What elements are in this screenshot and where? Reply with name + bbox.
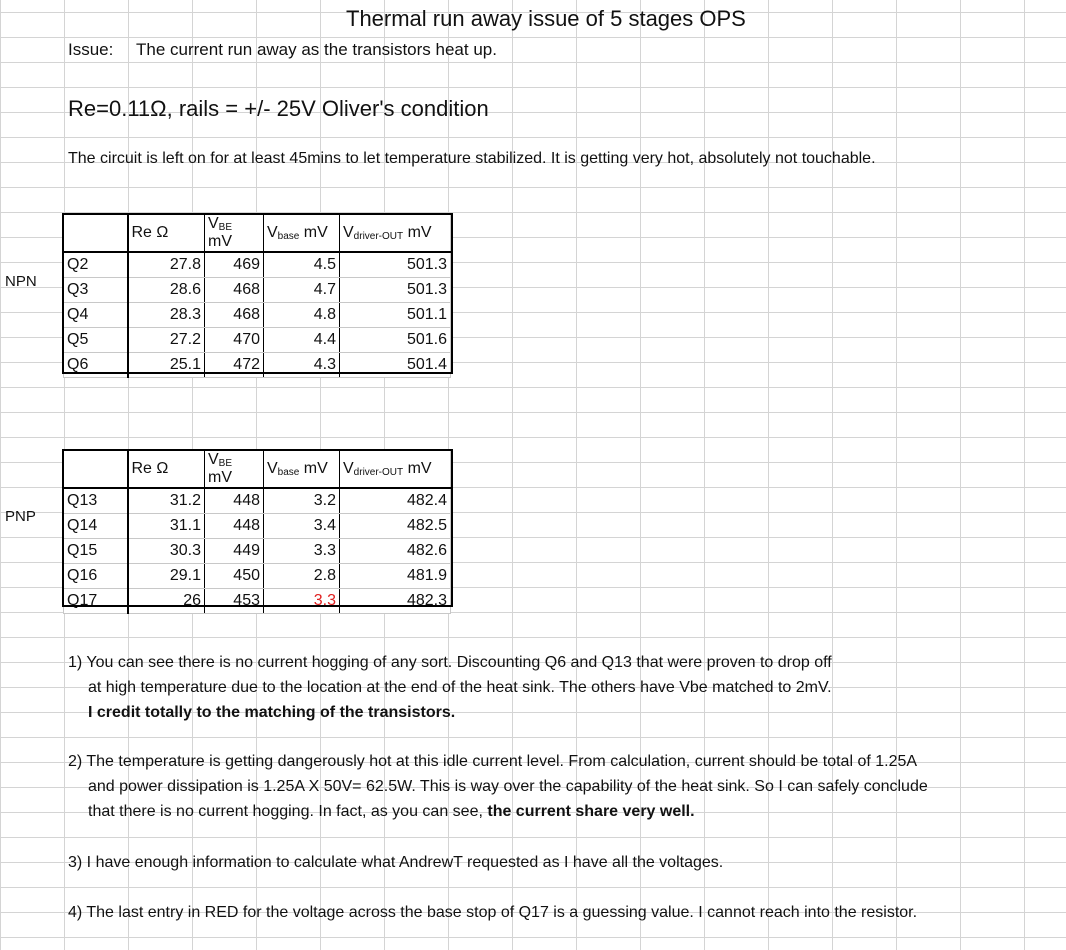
vdriver-value[interactable]: 481.9 (340, 563, 451, 588)
vbase-value[interactable]: 4.5 (264, 252, 340, 277)
vbe-value[interactable]: 453 (205, 588, 264, 613)
transistor-name[interactable]: Q13 (64, 488, 128, 513)
header-cell-name[interactable] (64, 451, 128, 489)
note-1[interactable] (68, 650, 832, 725)
pnp-label[interactable]: PNP (5, 508, 36, 525)
npn-label[interactable]: NPN (5, 273, 37, 290)
note-3[interactable] (68, 850, 723, 875)
vbase-value[interactable]: 3.2 (264, 488, 340, 513)
note-1-line-1: 1) You can see there is no current hogging of any sort. Discounting Q6 and Q13 that were proven to drop off (68, 654, 832, 671)
transistor-name[interactable]: Q16 (64, 563, 128, 588)
re-value[interactable]: 27.2 (128, 327, 205, 352)
note-2-line-1: 2) The temperature is getting dangerously hot at this idle current level. From calculation, current should be total of 1.25A (68, 753, 918, 770)
table-row (64, 277, 451, 302)
note-2-line-3: that there is no current hogging. In fact, as you can see, the current share very well. (88, 803, 695, 820)
vdriver-value[interactable]: 482.6 (340, 538, 451, 563)
re-value[interactable]: 31.2 (128, 488, 205, 513)
circuit-note[interactable]: The circuit is left on for at least 45mins to let temperature stabilized. It is getting very hot, absolutely not touchable. (68, 150, 876, 167)
table-row (64, 327, 451, 352)
re-value[interactable]: 31.1 (128, 513, 205, 538)
re-value[interactable]: 25.1 (128, 352, 205, 377)
table-row (64, 488, 451, 513)
note-4-line-1: 4) The last entry in RED for the voltage across the base stop of Q17 is a guessing value. I cannot reach into the resistor. (68, 904, 918, 921)
sheet-title[interactable]: Thermal run away issue of 5 stages OPS (346, 6, 746, 31)
header-vbase[interactable]: $V_{base}$ mV (264, 215, 340, 253)
header-vbase[interactable]: $V_{base}$ mV (264, 451, 340, 489)
vdriver-value[interactable]: 501.1 (340, 302, 451, 327)
note-4[interactable] (68, 900, 917, 925)
vbe-value[interactable]: 469 (205, 252, 264, 277)
issue-label[interactable]: Issue: (68, 40, 114, 59)
vbe-value[interactable]: 470 (205, 327, 264, 352)
vbase-value[interactable]: 4.3 (264, 352, 340, 377)
table-row (64, 352, 451, 377)
note-1-line-3: I credit totally to the matching of the transistors. (88, 704, 456, 721)
table-row (64, 563, 451, 588)
header-vbe[interactable]: $V_{BE}$ mV (205, 451, 264, 489)
transistor-name[interactable]: Q2 (64, 252, 128, 277)
re-value[interactable]: 28.3 (128, 302, 205, 327)
note-3-line-1: 3) I have enough information to calculate what AndrewT requested as I have all the voltages. (68, 854, 724, 871)
vbe-value[interactable]: 448 (205, 488, 264, 513)
table-row (64, 252, 451, 277)
transistor-name[interactable]: Q17 (64, 588, 128, 613)
vbe-value[interactable]: 468 (205, 302, 264, 327)
note-2-line-2: and power dissipation is 1.25A X 50V= 62.5W. This is way over the capability of the heat sink. So I can safely conclude (88, 778, 928, 795)
table-row (64, 588, 451, 613)
vbe-value[interactable]: 448 (205, 513, 264, 538)
table-header-row (64, 451, 451, 489)
vbase-guess-value[interactable]: 3.3 (264, 588, 340, 613)
note-1-line-2: at high temperature due to the location at the end of the heat sink. The others have Vbe matched to 2mV. (88, 679, 832, 696)
vbase-value[interactable]: 4.4 (264, 327, 340, 352)
vdriver-value[interactable]: 482.5 (340, 513, 451, 538)
transistor-name[interactable]: Q15 (64, 538, 128, 563)
header-cell-name[interactable] (64, 215, 128, 253)
transistor-name[interactable]: Q6 (64, 352, 128, 377)
vbase-value[interactable]: 3.4 (264, 513, 340, 538)
note-2[interactable] (68, 749, 928, 824)
vbase-value[interactable]: 3.3 (264, 538, 340, 563)
re-value[interactable]: 27.8 (128, 252, 205, 277)
transistor-name[interactable]: Q14 (64, 513, 128, 538)
header-vbe[interactable]: $V_{BE}$ mV (205, 215, 264, 253)
transistor-name[interactable]: Q5 (64, 327, 128, 352)
vbase-value[interactable]: 2.8 (264, 563, 340, 588)
header-re[interactable]: Re Ω (128, 451, 205, 489)
pnp-table (63, 450, 451, 614)
issue-text[interactable]: The current run away as the transistors heat up. (136, 40, 497, 59)
vdriver-value[interactable]: 501.3 (340, 277, 451, 302)
vbe-value[interactable]: 472 (205, 352, 264, 377)
vbe-value[interactable]: 468 (205, 277, 264, 302)
table-row (64, 302, 451, 327)
header-vdriver[interactable]: $V_{driver-OUT}$ mV (340, 451, 451, 489)
condition-heading[interactable]: Re=0.11Ω, rails = +/- 25V Oliver's condition (68, 96, 489, 121)
re-value[interactable]: 26 (128, 588, 205, 613)
vbe-value[interactable]: 450 (205, 563, 264, 588)
vdriver-value[interactable]: 482.3 (340, 588, 451, 613)
re-value[interactable]: 30.3 (128, 538, 205, 563)
vdriver-value[interactable]: 501.4 (340, 352, 451, 377)
vdriver-value[interactable]: 501.3 (340, 252, 451, 277)
transistor-name[interactable]: Q4 (64, 302, 128, 327)
header-re[interactable]: Re Ω (128, 215, 205, 253)
transistor-name[interactable]: Q3 (64, 277, 128, 302)
table-row (64, 538, 451, 563)
vbase-value[interactable]: 4.8 (264, 302, 340, 327)
table-header-row (64, 215, 451, 253)
vdriver-value[interactable]: 501.6 (340, 327, 451, 352)
re-value[interactable]: 28.6 (128, 277, 205, 302)
vdriver-value[interactable]: 482.4 (340, 488, 451, 513)
header-vdriver[interactable]: $V_{driver-OUT}$ mV (340, 215, 451, 253)
vbase-value[interactable]: 4.7 (264, 277, 340, 302)
npn-table (63, 214, 451, 378)
re-value[interactable]: 29.1 (128, 563, 205, 588)
table-row (64, 513, 451, 538)
vbe-value[interactable]: 449 (205, 538, 264, 563)
